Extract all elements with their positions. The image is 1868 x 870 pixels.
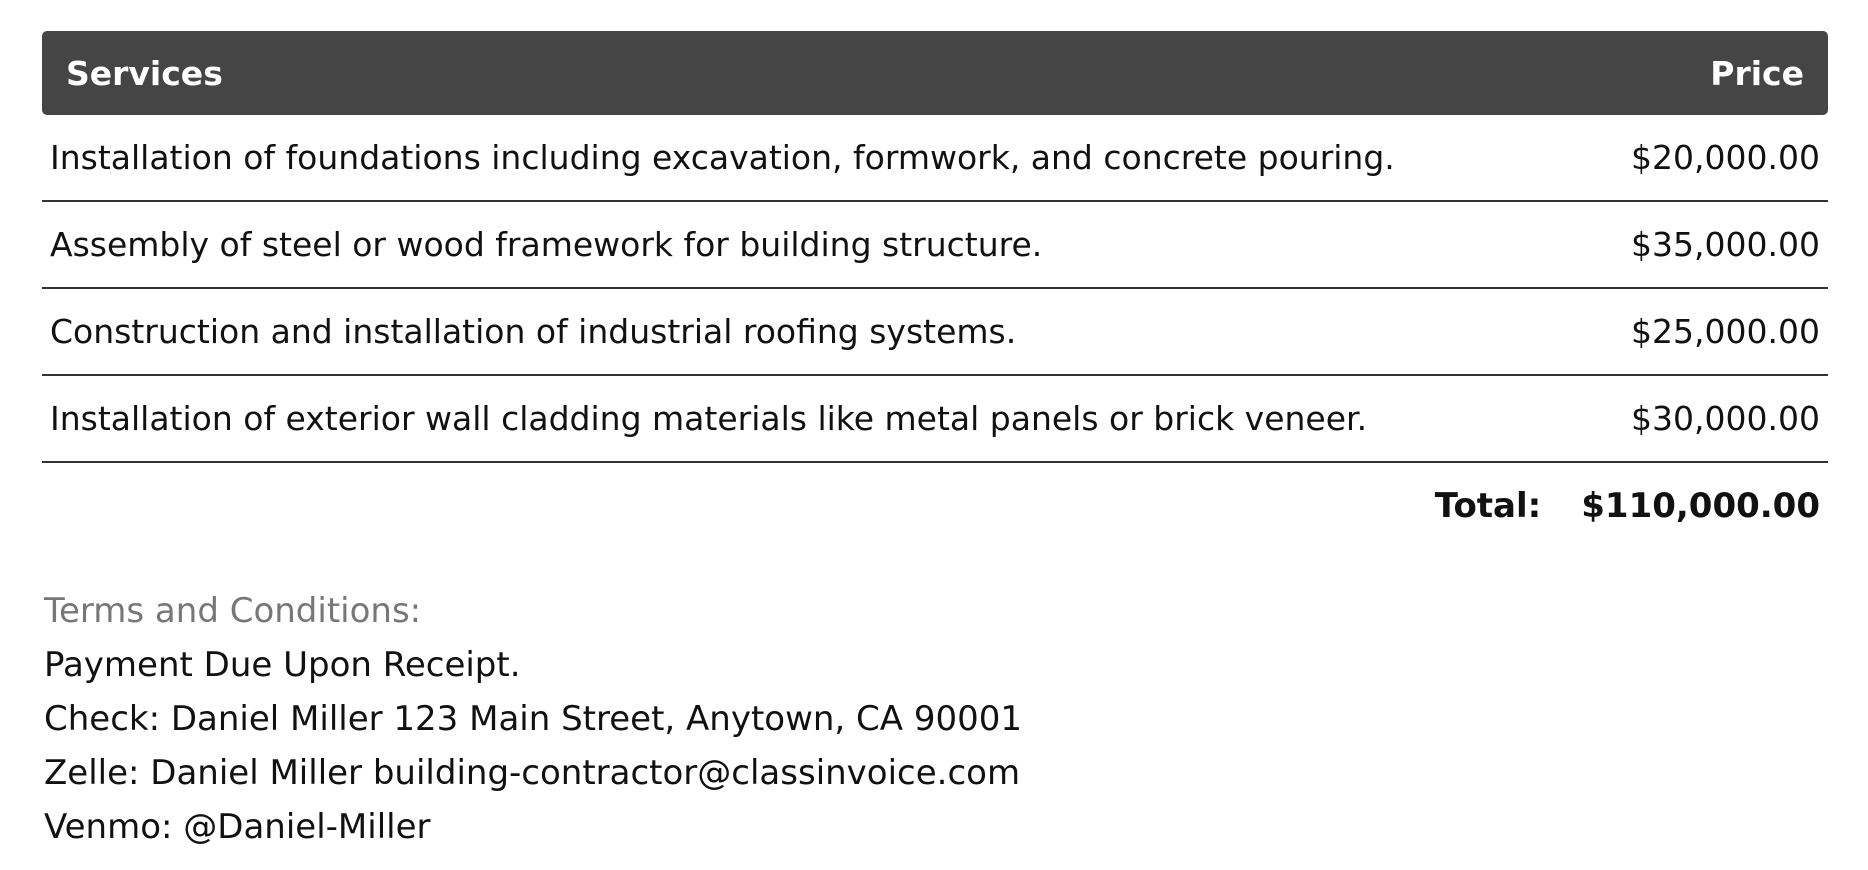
service-price: $35,000.00 <box>1631 225 1820 264</box>
services-column-header: Services <box>66 53 223 93</box>
service-price: $30,000.00 <box>1631 399 1820 438</box>
total-value: $110,000.00 <box>1581 486 1820 526</box>
terms-payment-due: Payment Due Upon Receipt. <box>44 645 521 685</box>
services-table <box>42 31 1828 549</box>
table-row <box>42 289 1828 376</box>
service-description: Installation of foundations including excavation, formwork, and concrete pouring. <box>50 138 1395 177</box>
service-description: Assembly of steel or wood framework for building structure. <box>50 225 1043 264</box>
service-description: Installation of exterior wall cladding materials like metal panels or brick veneer. <box>50 399 1368 438</box>
total-row <box>42 463 1828 549</box>
price-column-header: Price <box>1710 53 1804 93</box>
table-header <box>42 31 1828 115</box>
terms-zelle-info: Zelle: Daniel Miller building-contractor@classinvoice.com <box>44 753 1021 793</box>
terms-section <box>44 584 1022 854</box>
total-label: Total: <box>1434 486 1542 526</box>
service-price: $25,000.00 <box>1631 312 1820 351</box>
service-description: Construction and installation of industrial roofing systems. <box>50 312 1017 351</box>
table-row <box>42 376 1828 463</box>
terms-check-info: Check: Daniel Miller 123 Main Street, Anytown, CA 90001 <box>44 699 1023 739</box>
terms-venmo-info: Venmo: @Daniel-Miller <box>44 807 431 847</box>
service-price: $20,000.00 <box>1631 138 1820 177</box>
table-row <box>42 202 1828 289</box>
table-row <box>42 115 1828 202</box>
terms-title: Terms and Conditions: <box>44 591 422 631</box>
